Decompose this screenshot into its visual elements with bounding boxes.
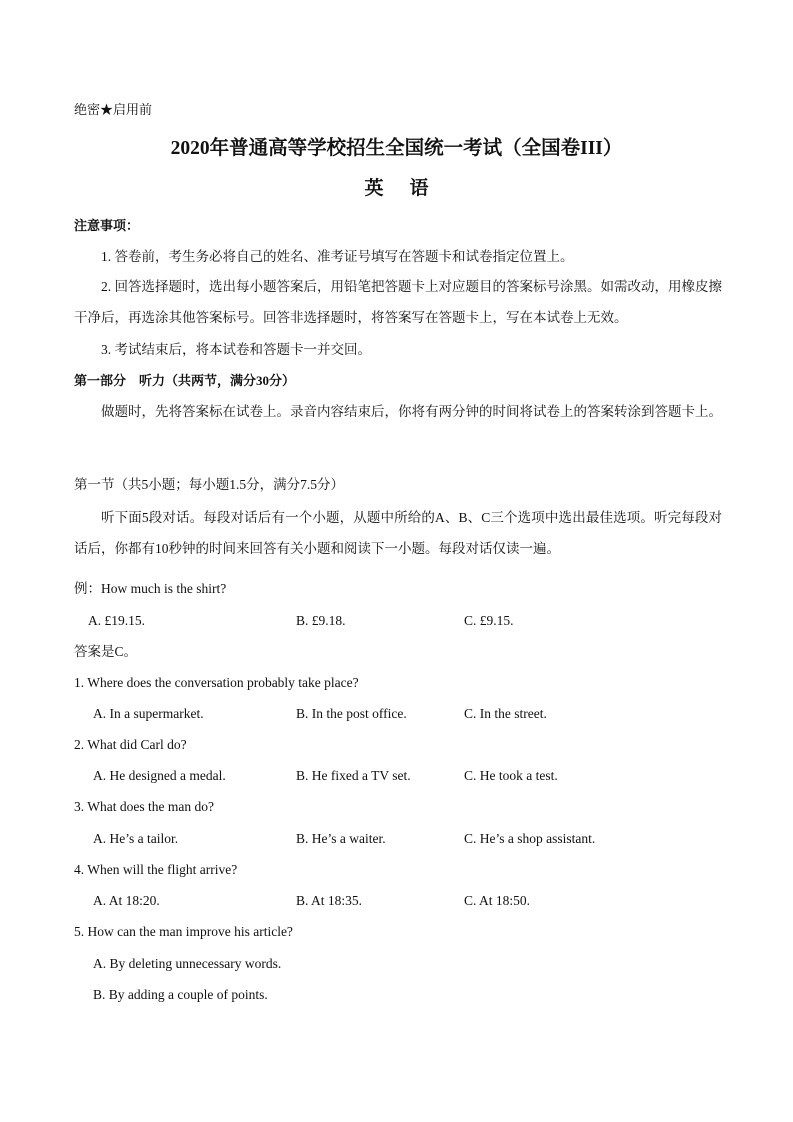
- q2-option-c: C. He took a test.: [464, 768, 558, 783]
- q3-option-a: A. He’s a tailor.: [93, 831, 179, 846]
- q4-option-c: C. At 18:50.: [464, 893, 531, 908]
- q4-option-a: A. At 18:20.: [93, 893, 160, 908]
- q1-option-c: C. In the street.: [464, 706, 547, 721]
- part1-heading: 第一部分 听力（共两节，满分30分）: [74, 373, 296, 388]
- question-3: 3. What does the man do?: [74, 799, 214, 814]
- section1-intro: 听下面5段对话。每段对话后有一个小题，从题中所给的A、B、C三个选项中选出最佳选项。听完每段对话后，你都有10秒钟的时间来回答有关小题和阅读下一小题。每段对话仅读一遍。: [74, 510, 722, 556]
- section1-heading: 第一节（共5小题；每小题1.5分，满分7.5分）: [74, 477, 344, 492]
- example-answer: 答案是C。: [74, 644, 138, 659]
- notice-heading: 注意事项：: [74, 218, 140, 233]
- example-option-b: B. £9.18.: [296, 613, 346, 628]
- q3-option-c: C. He’s a shop assistant.: [464, 831, 596, 846]
- question-4: 4. When will the flight arrive?: [74, 862, 238, 877]
- confidential-mark: 绝密★启用前: [74, 102, 153, 117]
- example-option-a: A. £19.15.: [88, 613, 145, 628]
- q4-option-b: B. At 18:35.: [296, 893, 363, 908]
- notice-item-1: 1. 答卷前，考生务必将自己的姓名、准考证号填写在答题卡和试卷指定位置上。: [101, 249, 574, 264]
- q5-option-b: B. By adding a couple of points.: [93, 987, 268, 1002]
- q1-option-a: A. In a supermarket.: [93, 706, 204, 721]
- q1-option-b: B. In the post office.: [296, 706, 407, 721]
- part1-intro: 做题时，先将答案标在试卷上。录音内容结束后，你将有两分钟的时间将试卷上的答案转涂到答题卡上。: [101, 404, 722, 419]
- notice-item-3: 3. 考试结束后，将本试卷和答题卡一并交回。: [101, 342, 371, 357]
- example-option-c: C. £9.15.: [464, 613, 514, 628]
- q2-option-b: B. He fixed a TV set.: [296, 768, 411, 783]
- notice-item-2: 2. 回答选择题时，选出每小题答案后，用铅笔把答题卡上对应题目的答案标号涂黑。如需改动，用橡皮擦干净后，再选涂其他答案标号。回答非选择题时，将答案写在答题卡上，写在本试卷上无效。: [74, 279, 722, 325]
- q3-option-b: B. He’s a waiter.: [296, 831, 386, 846]
- q5-option-a: A. By deleting unnecessary words.: [93, 956, 282, 971]
- example-question: 例：How much is the shirt?: [74, 581, 227, 596]
- question-2: 2. What did Carl do?: [74, 737, 187, 752]
- exam-title: 2020年普通高等学校招生全国统一考试（全国卷III）: [170, 138, 623, 159]
- question-5: 5. How can the man improve his article?: [74, 924, 293, 939]
- subject-title: 英语: [364, 178, 455, 199]
- q2-option-a: A. He designed a medal.: [93, 768, 226, 783]
- question-1: 1. Where does the conversation probably take place?: [74, 675, 359, 690]
